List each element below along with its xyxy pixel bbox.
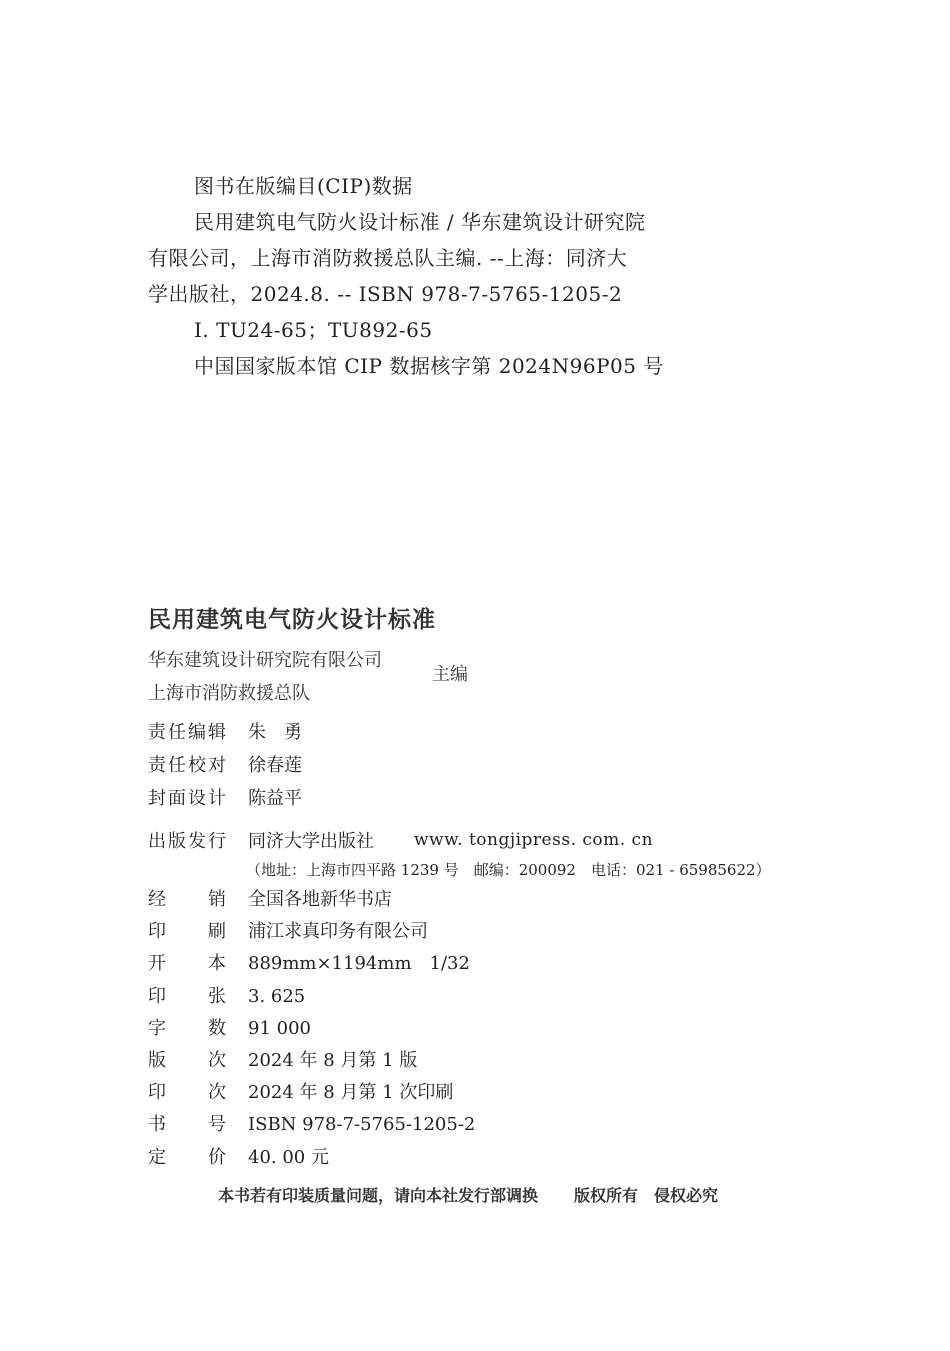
book-title: 民用建筑电气防火设计标准 [148, 607, 436, 633]
publisher-name: 同济大学出版社 [248, 830, 374, 852]
credit-label: 封面设计 [148, 788, 228, 809]
credit-value: 徐春莲 [248, 755, 302, 776]
detail-value: 40. 00 元 [248, 1146, 329, 1168]
detail-label: 印 张 [148, 985, 228, 1007]
credit-row [148, 716, 302, 749]
detail-label: 版 次 [148, 1050, 228, 1072]
detail-row [148, 1045, 475, 1077]
credit-value: 朱 勇 [248, 722, 302, 743]
detail-label: 字 数 [148, 1017, 228, 1039]
detail-value: ISBN 978-7-5765-1205-2 [248, 1114, 476, 1136]
detail-value: 2024 年 8 月第 1 版 [248, 1050, 418, 1072]
detail-value: 91 000 [248, 1017, 311, 1039]
detail-label: 开 本 [148, 953, 228, 975]
publication-details [148, 884, 475, 1174]
credits [148, 716, 302, 815]
detail-value: 889mm×1194mm 1/32 [248, 953, 470, 975]
publisher-label: 出版发行 [148, 830, 228, 852]
publisher-url: www. tongjipress. com. cn [414, 829, 654, 850]
detail-row [148, 916, 475, 948]
detail-value: 浦江求真印务有限公司 [248, 921, 428, 943]
detail-row [148, 1109, 475, 1141]
cip-heading: 图书在版编目(CIP)数据 [194, 174, 413, 198]
credit-label: 责任编辑 [148, 722, 228, 743]
editor-org: 上海市消防救援总队 [148, 683, 310, 704]
cip-entry-line: 民用建筑电气防火设计标准 / 华东建筑设计研究院 [194, 210, 646, 234]
detail-label: 书 号 [148, 1114, 228, 1136]
rights-notice: 版权所有 侵权必究 [574, 1186, 719, 1205]
publisher-address: （地址：上海市四平路 1239 号 邮编：200092 电话：021 - 65985622） [246, 861, 771, 879]
detail-row [148, 981, 475, 1013]
quality-notice: 本书若有印装质量问题，请向本社发行部调换 [218, 1186, 539, 1205]
detail-label: 印 次 [148, 1082, 228, 1104]
detail-row [148, 1013, 475, 1045]
detail-row [148, 1142, 475, 1174]
detail-row [148, 884, 475, 916]
credit-row [148, 782, 302, 815]
cip-classification: Ⅰ. TU24-65；TU892-65 [194, 318, 433, 342]
detail-value: 全国各地新华书店 [248, 889, 392, 910]
detail-row [148, 1077, 475, 1109]
credit-label: 责任校对 [148, 755, 228, 776]
detail-value: 3. 625 [248, 985, 306, 1007]
detail-value: 2024 年 8 月第 1 次印刷 [248, 1082, 454, 1104]
cip-entry-line: 学出版社，2024.8. -- ISBN 978-7-5765-1205-2 [148, 282, 623, 306]
detail-label: 经 销 [148, 889, 228, 910]
detail-row [148, 948, 475, 980]
detail-label: 定 价 [148, 1146, 228, 1168]
cip-entry-line: 有限公司，上海市消防救援总队主编. --上海：同济大 [148, 246, 628, 270]
notice [218, 1183, 718, 1206]
editor-org: 华东建筑设计研究院有限公司 [148, 650, 382, 671]
editor-role: 主编 [432, 664, 468, 685]
publisher [148, 823, 771, 879]
cip-number: 中国国家版本馆 CIP 数据核字第 2024N96P05 号 [194, 354, 664, 378]
editors [148, 644, 382, 710]
credit-row [148, 749, 302, 782]
credit-value: 陈益平 [248, 788, 302, 809]
cip-block [148, 168, 708, 384]
detail-label: 印 刷 [148, 921, 228, 943]
